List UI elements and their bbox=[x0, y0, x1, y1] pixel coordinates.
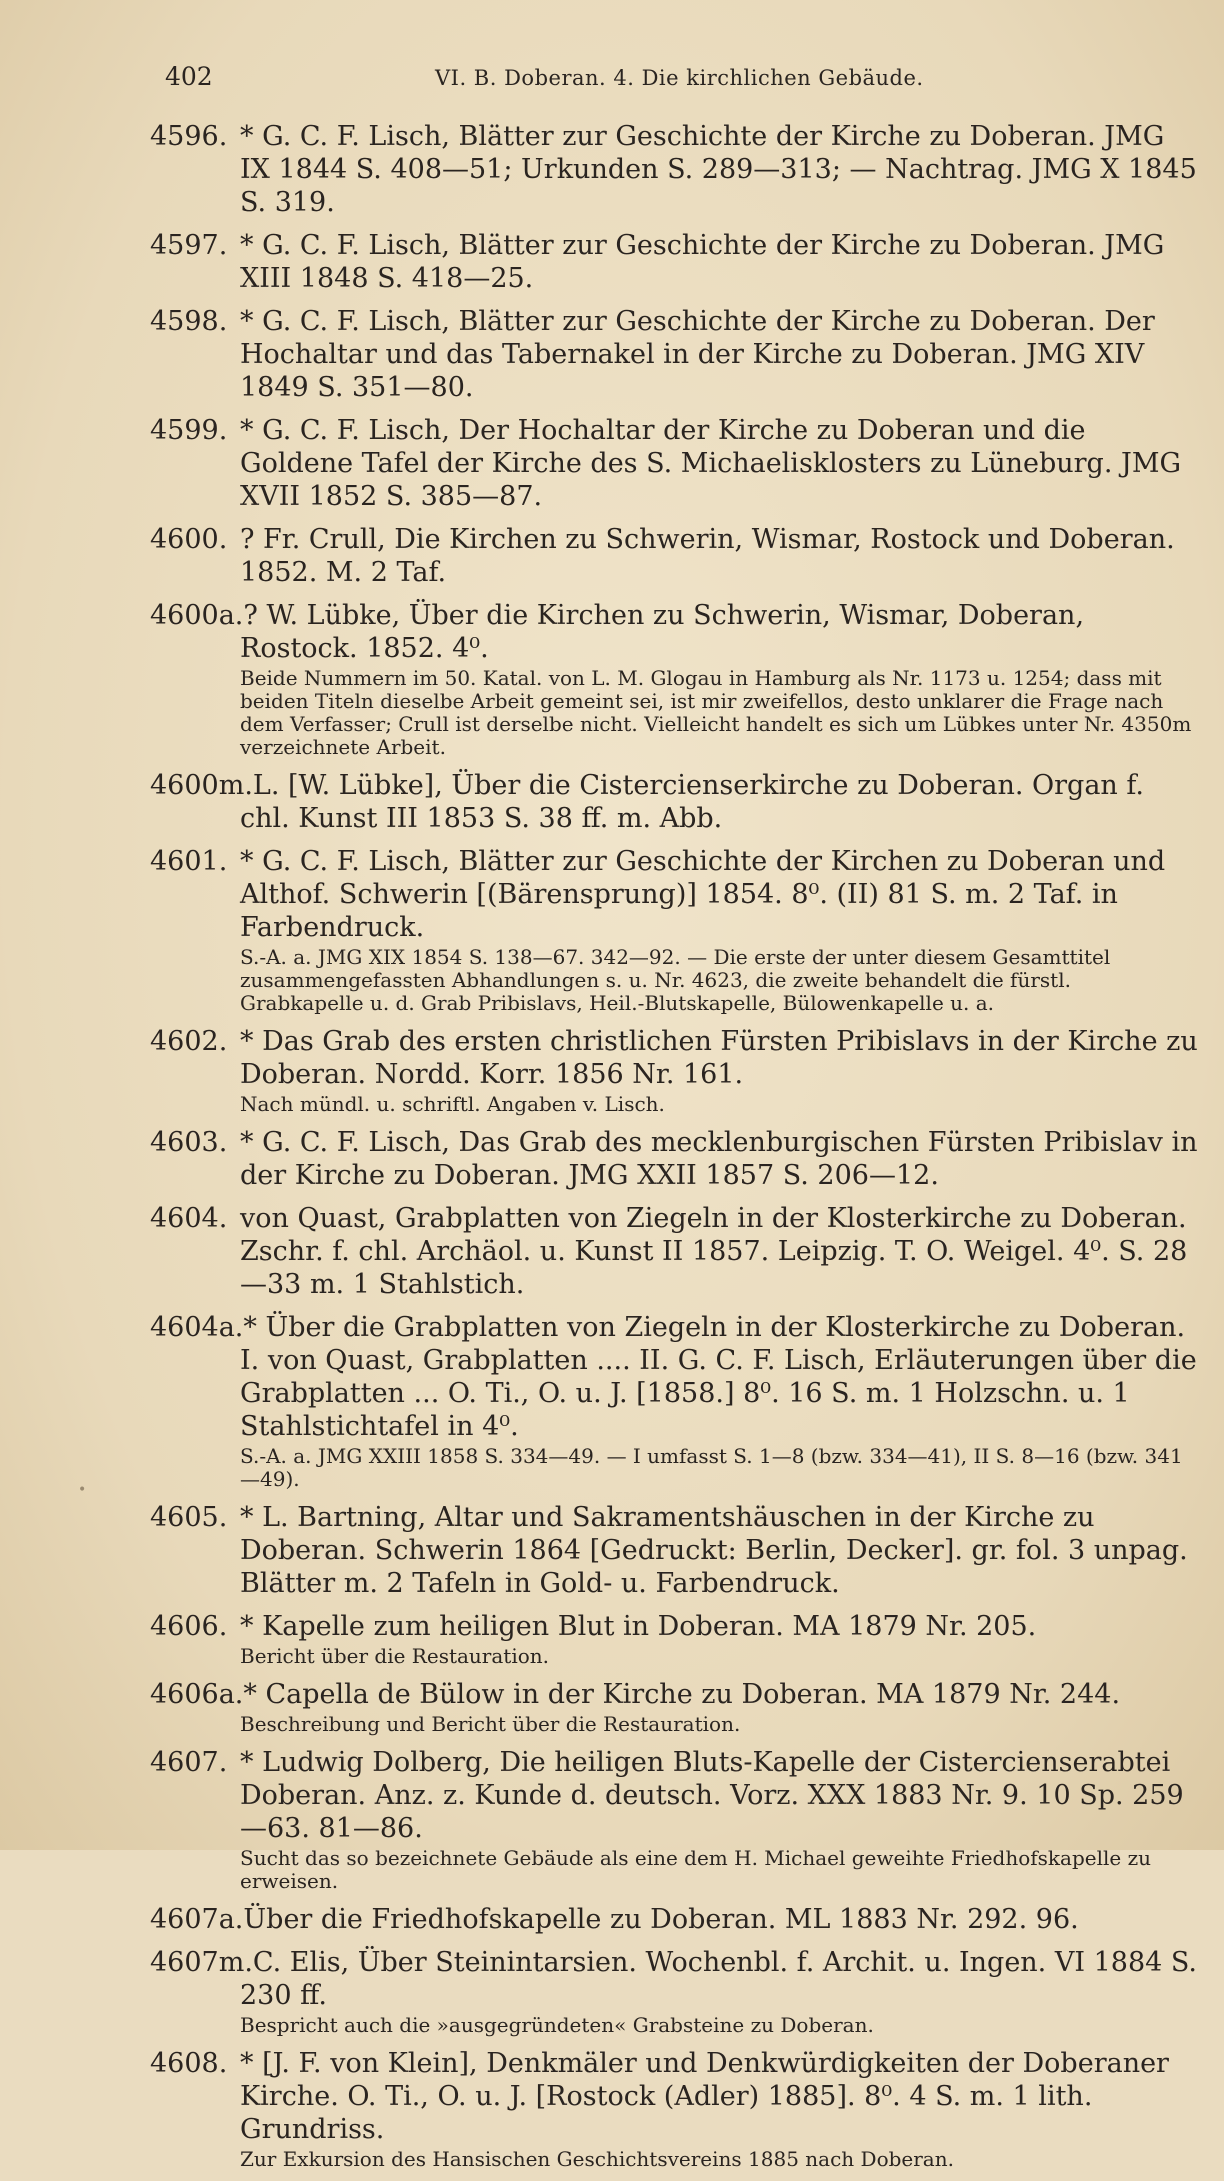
entry-number: 4604. bbox=[150, 1203, 228, 1234]
entry-number: 4606. bbox=[150, 1611, 228, 1642]
entry-note: Sucht das so bezeichnete Gebäude als eine dem H. Michael geweihte Friedhofskapelle zu erweisen. bbox=[240, 1846, 1152, 1893]
entry-note: S.-A. a. JMG XXIII 1858 S. 334—49. — I umfasst S. 1—8 (bzw. 334—41), II S. 8—16 (bzw. 341—49). bbox=[240, 1444, 1183, 1491]
bibliography-entry bbox=[150, 1610, 1200, 1668]
entry-text: * Über die Grabplatten von Ziegeln in der Klosterkirche zu Doberan. I. von Quast, Grabplatten .... II. G. C. F. Lisch, Erläuterungen über die Grabplatten ... O. Ti., O. u. J. [1858.] 8⁰. 16 S. m. 1 Holzschn. u. 1 Stahlstichtafel in 4⁰. bbox=[240, 1312, 1197, 1442]
entry-text: von Quast, Grabplatten von Ziegeln in der Klosterkirche zu Doberan. Zschr. f. chl. Archäol. u. Kunst II 1857. Leipzig. T. O. Weigel. 4⁰. S. 28—33 m. 1 Stahlstich. bbox=[240, 1203, 1188, 1300]
entry-main bbox=[150, 769, 1200, 835]
bibliography-entry bbox=[150, 1746, 1200, 1893]
entry-number: 4604a. bbox=[150, 1312, 244, 1343]
bibliography-entry bbox=[150, 845, 1200, 1015]
entry-text: Über die Friedhofskapelle zu Doberan. ML 1883 Nr. 292. 96. bbox=[243, 1904, 1079, 1935]
entry-note: Zur Exkursion des Hansischen Geschichtsvereins 1885 nach Doberan. bbox=[240, 2147, 954, 2171]
entry-main bbox=[150, 414, 1200, 513]
entry-text: * G. C. F. Lisch, Blätter zur Geschichte der Kirche zu Doberan. Der Hochaltar und das Tabernakel in der Kirche zu Doberan. JMG XIV 1849 S. 351—80. bbox=[240, 306, 1155, 403]
entry-main bbox=[150, 1678, 1200, 1711]
entry-text: * Kapelle zum heiligen Blut in Doberan. MA 1879 Nr. 205. bbox=[240, 1611, 1037, 1642]
entry-main bbox=[150, 1025, 1200, 1091]
bibliography-entry bbox=[150, 769, 1200, 835]
entry-number: 4603. bbox=[150, 1127, 228, 1158]
entry-text: * Capella de Bülow in der Kirche zu Doberan. MA 1879 Nr. 244. bbox=[243, 1679, 1121, 1710]
entry-text: * G. C. F. Lisch, Blätter zur Geschichte der Kirche zu Doberan. JMG XIII 1848 S. 418—25. bbox=[240, 230, 1165, 294]
bibliography-entry bbox=[150, 414, 1200, 513]
entry-number: 4602. bbox=[150, 1026, 228, 1057]
entry-number: 4607m. bbox=[150, 1947, 253, 1978]
entry-text: * G. C. F. Lisch, Blätter zur Geschichte der Kirchen zu Doberan und Althof. Schwerin [(Bärensprung)] 1854. 8⁰. (II) 81 S. m. 2 Taf. in Farbendruck. bbox=[240, 846, 1166, 943]
entry-text: ? Fr. Crull, Die Kirchen zu Schwerin, Wismar, Rostock und Doberan. 1852. M. 2 Taf. bbox=[240, 524, 1175, 588]
entry-text: C. Elis, Über Steinintarsien. Wochenbl. f. Archit. u. Ingen. VI 1884 S. 230 ff. bbox=[240, 1947, 1198, 2011]
bibliography-entry bbox=[150, 120, 1200, 219]
entry-text: * G. C. F. Lisch, Das Grab des mecklenburgischen Fürsten Pribislav in der Kirche zu Doberan. JMG XXII 1857 S. 206—12. bbox=[240, 1127, 1198, 1191]
entry-number: 4596. bbox=[150, 121, 228, 152]
entry-note: Beide Nummern im 50. Katal. von L. M. Glogau in Hamburg als Nr. 1173 u. 1254; dass mit beiden Titeln dieselbe Arbeit gemeint sei, ist mir zweifellos, desto unklarer die Frage nach dem Verfasser; Crull ist derselbe nicht. Vielleicht handelt es sich um Lübkes unter Nr. 4350m verzeichnete Arbeit. bbox=[240, 666, 1192, 759]
entry-number: 4597. bbox=[150, 230, 228, 261]
bibliography-entry bbox=[150, 229, 1200, 295]
entry-number: 4598. bbox=[150, 306, 228, 337]
page-header bbox=[165, 62, 1115, 102]
bibliography-entry bbox=[150, 1946, 1200, 2037]
entry-text: * G. C. F. Lisch, Blätter zur Geschichte der Kirche zu Doberan. JMG IX 1844 S. 408—51; Urkunden S. 289—313; — Nachtrag. JMG X 1845 S. 319. bbox=[240, 121, 1197, 218]
entry-main bbox=[150, 1311, 1200, 1443]
bibliography-entry bbox=[150, 1903, 1200, 1936]
entry-number: 4607a. bbox=[150, 1904, 244, 1935]
margin-mark: • bbox=[78, 1482, 87, 1498]
entry-text: * [J. F. von Klein], Denkmäler und Denkwürdigkeiten der Doberaner Kirche. O. Ti., O. u. J. [Rostock (Adler) 1885]. 8⁰. 4 S. m. 1 lith. Grundriss. bbox=[240, 2048, 1169, 2145]
entry-main bbox=[150, 599, 1200, 665]
bibliography-entry bbox=[150, 1202, 1200, 1301]
entry-main bbox=[150, 305, 1200, 404]
entry-main bbox=[150, 2047, 1200, 2146]
entry-note: Bericht über die Restauration. bbox=[240, 1644, 549, 1668]
entry-note: Nach mündl. u. schriftl. Angaben v. Lisch. bbox=[240, 1092, 665, 1116]
entry-text: L. [W. Lübke], Über die Cistercienserkirche zu Doberan. Organ f. chl. Kunst III 1853 S. 38 ff. m. Abb. bbox=[240, 770, 1145, 834]
entry-main bbox=[150, 229, 1200, 295]
bibliography-entry bbox=[150, 1025, 1200, 1116]
entry-main bbox=[150, 523, 1200, 589]
entry-text: * G. C. F. Lisch, Der Hochaltar der Kirche zu Doberan und die Goldene Tafel der Kirche des S. Michaelisklosters zu Lüneburg. JMG XVII 1852 S. 385—87. bbox=[240, 415, 1182, 512]
bibliography-entry bbox=[150, 2047, 1200, 2171]
entry-main bbox=[150, 1903, 1200, 1936]
bibliography-entry bbox=[150, 1501, 1200, 1600]
entry-note: Bespricht auch die »ausgegründeten« Grabsteine zu Doberan. bbox=[240, 2013, 874, 2037]
entry-main bbox=[150, 1610, 1200, 1643]
entry-main bbox=[150, 1501, 1200, 1600]
entry-main bbox=[150, 1746, 1200, 1845]
bibliography-list bbox=[150, 120, 1200, 2181]
entry-number: 4608. bbox=[150, 2048, 228, 2079]
bibliography-entry bbox=[150, 1311, 1200, 1491]
bibliography-entry bbox=[150, 1678, 1200, 1736]
entry-main bbox=[150, 1202, 1200, 1301]
entry-main bbox=[150, 120, 1200, 219]
entry-note: S.-A. a. JMG XIX 1854 S. 138—67. 342—92. — Die erste der unter diesem Gesamttitel zusammengefassten Abhandlungen s. u. Nr. 4623, die zweite behandelt die fürstl. Grabkapelle u. d. Grab Pribislavs, Heil.-Blutskapelle, Bülowenkapelle u. a. bbox=[240, 945, 1111, 1015]
page-number: 402 bbox=[165, 62, 213, 91]
bibliography-entry bbox=[150, 599, 1200, 759]
entry-number: 4600. bbox=[150, 524, 228, 555]
entry-number: 4600m. bbox=[150, 770, 253, 801]
entry-number: 4601. bbox=[150, 846, 228, 877]
entry-number: 4600a. bbox=[150, 600, 244, 631]
bibliography-entry bbox=[150, 523, 1200, 589]
entry-text: * Ludwig Dolberg, Die heiligen Bluts-Kapelle der Cistercienserabtei Doberan. Anz. z. Kunde d. deutsch. Vorz. XXX 1883 Nr. 9. 10 Sp. 259—63. 81—86. bbox=[240, 1747, 1184, 1844]
entry-main bbox=[150, 845, 1200, 944]
entry-text: * Das Grab des ersten christlichen Fürsten Pribislavs in der Kirche zu Doberan. Nordd. Korr. 1856 Nr. 161. bbox=[240, 1026, 1198, 1090]
entry-text: ? W. Lübke, Über die Kirchen zu Schwerin, Wismar, Doberan, Rostock. 1852. 4⁰. bbox=[240, 600, 1085, 664]
entry-number: 4605. bbox=[150, 1502, 228, 1533]
entry-number: 4599. bbox=[150, 415, 228, 446]
entry-main bbox=[150, 1946, 1200, 2012]
entry-note: Beschreibung und Bericht über die Restauration. bbox=[240, 1712, 741, 1736]
running-title: VI. B. Doberan. 4. Die kirchlichen Gebäude. bbox=[435, 66, 924, 90]
bibliography-entry bbox=[150, 305, 1200, 404]
entry-number: 4606a. bbox=[150, 1679, 244, 1710]
entry-number: 4607. bbox=[150, 1747, 228, 1778]
bibliography-entry bbox=[150, 1126, 1200, 1192]
entry-text: * L. Bartning, Altar und Sakramentshäuschen in der Kirche zu Doberan. Schwerin 1864 [Gedruckt: Berlin, Decker]. gr. fol. 3 unpag. Blätter m. 2 Tafeln in Gold- u. Farbendruck. bbox=[240, 1502, 1188, 1599]
entry-main bbox=[150, 1126, 1200, 1192]
